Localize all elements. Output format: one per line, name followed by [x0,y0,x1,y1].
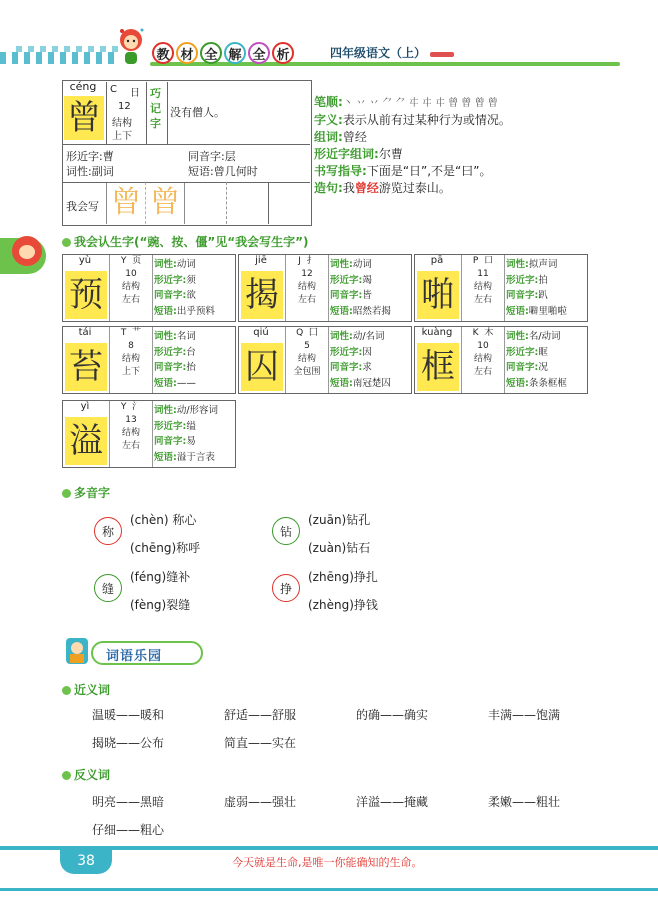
card-similar [154,345,234,361]
phrase-value: 曾几何时 [213,165,258,178]
antonym-pair: 仔细——粗心 [92,823,165,837]
main-radical: 日 [130,88,140,99]
card-pos [330,329,410,345]
info-label: 书写指导: [314,164,367,178]
card-pos [154,257,234,273]
book-title [152,42,294,64]
info-text: 下面是“日”,不是“曰”。 [366,164,492,178]
main-right-info [314,94,644,197]
card-meta [461,255,505,321]
card-homophone [506,360,586,376]
write-label: 我会写 [66,200,99,213]
info-value: 名/动词 [528,331,561,342]
card-info [330,329,410,391]
mascot-face-icon [12,236,42,266]
info-value: 竭 [362,274,372,286]
info-value: 条条框框 [528,377,567,389]
main-pinyin: céng [69,80,97,93]
card-similar [330,273,410,289]
info-value: 动词 [176,259,196,270]
info-label: 形近字: [506,346,539,358]
card-similar [506,273,586,289]
card-structure: 上下 [121,367,140,377]
card-structure-label: 结构 [121,282,140,292]
synonym-pair: 揭晓——公布 [92,736,165,750]
synonyms-title [62,681,110,698]
char-card [62,400,236,468]
info-label: 同音字: [330,362,363,373]
synonym-pair: 舒适——舒服 [224,708,297,722]
write-cell [228,182,269,224]
antonym-pair: 柔嫩——粗壮 [488,795,561,809]
synonym-pair: 温暖——暖和 [92,708,165,722]
polyphone-title-text: 多音字 [74,486,111,500]
card-homophone [154,288,234,304]
char-card [238,326,412,394]
info-value: 况 [538,362,548,373]
card-char: 苔 [65,343,107,391]
synonym-pair: 的确——确实 [356,708,429,722]
info-value: 皆 [362,290,372,301]
card-strokes: 10 [477,341,489,351]
polyphone-reading: (chèn) 称心 [130,513,197,527]
footer-motto: 今天就是生命,是唯一你能确知的生命。 [232,856,423,869]
polyphone-reading: (zhèng)挣钱 [308,598,378,612]
card-structure-label: 结构 [297,354,316,364]
card-phrase [154,376,234,392]
info-label: 形近字: [330,346,363,358]
info-label: 词性: [154,405,177,416]
info-label: 短语: [154,377,177,389]
info-label: 形近字: [154,420,187,432]
char-card [414,254,588,322]
char-card [238,254,412,322]
info-label: 形近字: [154,274,187,286]
info-label: 词性: [506,331,529,342]
polyphone-reading: (zhēng)挣扎 [308,570,378,584]
similar-words-row [314,146,644,163]
info-value: 动/形容词 [176,405,219,416]
bullet-icon [62,238,71,247]
card-similar [506,345,586,361]
info-label: 同音字: [154,436,187,447]
polyphone-reading: (zuàn)钻石 [308,541,371,555]
antonyms-title [62,766,110,783]
antonym-pair: 洋溢——掩藏 [356,795,429,809]
info-label: 形近字组词: [314,147,379,161]
info-label: 组词: [314,130,343,144]
info-label: 短语: [506,305,529,317]
info-value: 眶 [538,346,548,358]
card-meta [285,255,329,321]
card-phrase [506,304,586,320]
card-radical: 口 [484,256,494,266]
words-row [314,129,644,146]
card-pinyin: yì [80,401,90,412]
card-pinyin: jiē [255,255,267,266]
info-value: 欲 [186,290,196,301]
info-label: 词性: [154,259,177,270]
polyphone-char: 钻 [272,517,300,545]
title-char: 材 [176,42,198,64]
card-similar [330,345,410,361]
card-char: 囚 [241,343,283,391]
card-pos [154,329,234,345]
card-index [286,327,328,340]
phrase-row [188,163,258,179]
info-value: 趴 [538,290,548,301]
card-structure-label: 结构 [121,354,140,364]
ciyu-banner [62,636,204,666]
char-card [414,326,588,394]
write-char: 曾 [146,182,185,224]
card-info [154,329,234,391]
card-structure: 左右 [121,295,140,305]
polyphone-reading: (zuān)钻孔 [308,513,371,527]
card-structure-label: 结构 [297,282,316,292]
card-homophone [154,360,234,376]
card-radical: 木 [484,328,494,338]
synonyms-title-text: 近义词 [74,683,111,697]
card-pinyin: pā [430,255,444,266]
homophone-label: 同音字: [188,150,225,163]
info-value: 名词 [176,331,196,342]
card-structure: 左右 [121,441,140,451]
card-index [462,327,504,340]
card-index [110,255,152,268]
card-info [506,257,586,319]
card-pos [330,257,410,273]
title-char: 全 [248,42,270,64]
info-value: 缢 [186,420,196,432]
info-value: 动/名词 [352,331,385,342]
card-index [286,255,328,268]
info-text: 表示从前有过某种行为或情况。 [342,113,511,127]
info-label: 形近字: [330,274,363,286]
grade-label: 四年级语文（上） [330,46,427,60]
write-char: 曾 [106,182,146,224]
info-value: 须 [186,274,196,286]
antonym-pair: 虚弱——强壮 [224,795,297,809]
main-structure-label: 结构 [112,118,132,129]
card-info [154,257,234,319]
info-value: 抬 [186,362,196,373]
synonym-pair: 丰满——饱满 [488,708,561,722]
card-pos [154,403,234,419]
card-radical: 囗 [308,328,318,338]
mnemonic-label-char: 字 [150,117,161,130]
card-pos [506,257,586,273]
info-label: 短语: [330,377,353,389]
info-value: 噼里啪啦 [528,305,567,317]
card-homophone [330,288,410,304]
card-radical: 扌 [306,256,316,266]
info-label: 词性: [506,259,529,270]
card-structure: 左右 [473,295,492,305]
info-value: 易 [186,436,196,447]
card-homophone [330,360,410,376]
card-letter: T [120,328,127,338]
card-letter: Y [120,256,127,266]
homophone-value: 层 [224,150,236,163]
similar-row [66,148,114,164]
similar-label: 形近字: [66,150,103,163]
info-label: 同音字: [154,290,187,301]
card-pinyin: yù [78,255,92,266]
info-value: 动词 [352,259,372,270]
antonyms-title-text: 反义词 [74,768,111,782]
card-char: 预 [65,271,107,319]
card-info [506,329,586,391]
info-value: 拍 [538,274,548,286]
polyphone-reading: (chēng)称呼 [130,541,201,555]
meaning-row [314,112,644,129]
polyphone-reading: (fèng)裂缝 [130,598,191,612]
card-meta [461,327,505,393]
info-label: 同音字: [330,290,363,301]
char-card [62,326,236,394]
info-value: 溢于言表 [176,451,215,463]
info-label: 字义: [314,113,343,127]
info-label: 同音字: [506,290,539,301]
polyphone-char: 缝 [94,574,122,602]
card-letter: Q [296,328,304,338]
info-value: 昭然若揭 [352,305,391,317]
card-pinyin: kuàng [421,327,453,338]
info-label: 同音字: [506,362,539,373]
card-strokes: 8 [128,341,134,351]
info-label: 形近字: [506,274,539,286]
card-structure-label: 结构 [121,428,140,438]
card-phrase [506,376,586,392]
polyphone-reading: (féng)缝补 [130,570,191,584]
card-strokes: 11 [477,269,489,279]
info-label: 短语: [154,305,177,317]
info-value: 出乎预料 [176,305,215,317]
title-char: 析 [272,42,294,64]
pos-value: 副词 [91,165,114,178]
main-letter: C [110,84,117,95]
info-label: 同音字: [154,362,187,373]
main-strokes: 12 [118,101,131,112]
card-structure: 左右 [473,367,492,377]
info-label: 短语: [330,305,353,317]
info-text: 曾经 [342,130,367,144]
sentence-pre: 我 [342,181,355,195]
card-char: 溢 [65,417,107,465]
card-pos [506,329,586,345]
card-letter: J [298,256,301,266]
card-similar [154,273,234,289]
bullet-icon [62,771,71,780]
mnemonic-label-char: 记 [150,102,161,115]
info-value: 南冠楚囚 [352,377,391,389]
card-structure-label: 结构 [473,354,492,364]
mnemonic-label [150,86,162,131]
card-radical: 艹 [132,328,142,338]
card-strokes: 10 [125,269,137,279]
info-value: 台 [186,346,196,358]
card-pinyin: tái [78,327,92,338]
info-value: 拟声词 [528,259,558,270]
sentence-highlight: 曾经 [354,181,379,195]
card-homophone [154,434,234,450]
info-label: 短语: [506,377,529,389]
polyphone-char: 挣 [272,574,300,602]
main-char: 曾 [67,98,101,138]
header-pattern [0,52,120,64]
card-info [330,257,410,319]
main-structure: 上下 [112,131,132,142]
card-char: 揭 [241,271,283,319]
card-char: 啪 [417,271,459,319]
info-label: 词性: [330,259,353,270]
title-char: 解 [224,42,246,64]
info-text: 丶 丷 丷 ⺈ ⺈ 㐄 㐄 㐄 曾 曾 曾 曾 [342,98,498,109]
page-number: 38 [60,848,112,874]
card-char: 框 [417,343,459,391]
card-meta [285,327,329,393]
similar-value: 曹 [102,150,114,163]
antonym-pair: 明亮——黑暗 [92,795,165,809]
card-letter: P [472,256,479,266]
card-strokes: 12 [301,269,313,279]
mnemonic-label-char: 巧 [150,87,161,100]
polyphone-title [62,484,110,501]
card-meta [109,327,153,393]
info-label: 短语: [154,451,177,463]
info-value: 求 [362,362,372,373]
write-cell [186,182,227,224]
pen-icon [430,52,454,57]
card-index [110,401,152,414]
info-label: 造句: [314,181,343,195]
recognize-title [62,233,309,250]
title-char: 全 [200,42,222,64]
ciyu-title: 词语乐园 [106,649,163,664]
recognize-title-text: 我会认生字(“豌、按、僵”见“我会写生字”) [74,235,309,249]
card-letter: K [472,328,479,338]
pos-row [66,163,114,179]
pos-label: 词性: [66,165,92,178]
mnemonic-text: 没有僧人。 [170,106,225,119]
bullet-icon [62,686,71,695]
card-structure-label: 结构 [473,282,492,292]
card-strokes: 13 [125,415,137,425]
mascot-icon [112,26,150,66]
card-index [110,327,152,340]
homophone-row [188,148,236,164]
card-meta [109,255,153,321]
card-structure: 左右 [297,295,316,305]
bullet-icon [62,489,71,498]
card-pinyin: qiú [253,327,269,338]
write-grid [106,182,310,224]
card-meta [109,401,153,467]
card-letter: Y [120,402,127,412]
card-structure: 全包围 [293,367,321,377]
footer-rule-bottom [0,888,658,891]
card-strokes: 5 [304,341,310,351]
sentence-post: 游览过泰山。 [378,181,451,195]
info-value: 因 [362,346,372,358]
char-card [62,254,236,322]
card-phrase [154,304,234,320]
card-phrase [330,304,410,320]
synonym-pair: 简直——实在 [224,736,297,750]
writing-guide-row [314,163,644,180]
info-label: 形近字: [154,346,187,358]
card-info [154,403,234,465]
info-text: 尔曹 [378,147,403,161]
info-value: —— [176,377,196,389]
card-similar [154,419,234,435]
info-label: 词性: [330,331,353,342]
stroke-order-row [314,94,644,112]
divider [62,144,310,145]
card-homophone [506,288,586,304]
card-radical: 页 [132,256,142,266]
polyphone-char: 称 [94,517,122,545]
card-phrase [330,376,410,392]
sentence-row [314,180,644,197]
card-radical: 氵 [132,402,142,412]
phrase-label: 短语: [188,165,214,178]
card-index [462,255,504,268]
card-phrase [154,450,234,466]
title-char: 教 [152,42,174,64]
info-label: 词性: [154,331,177,342]
info-label: 笔顺: [314,95,343,109]
